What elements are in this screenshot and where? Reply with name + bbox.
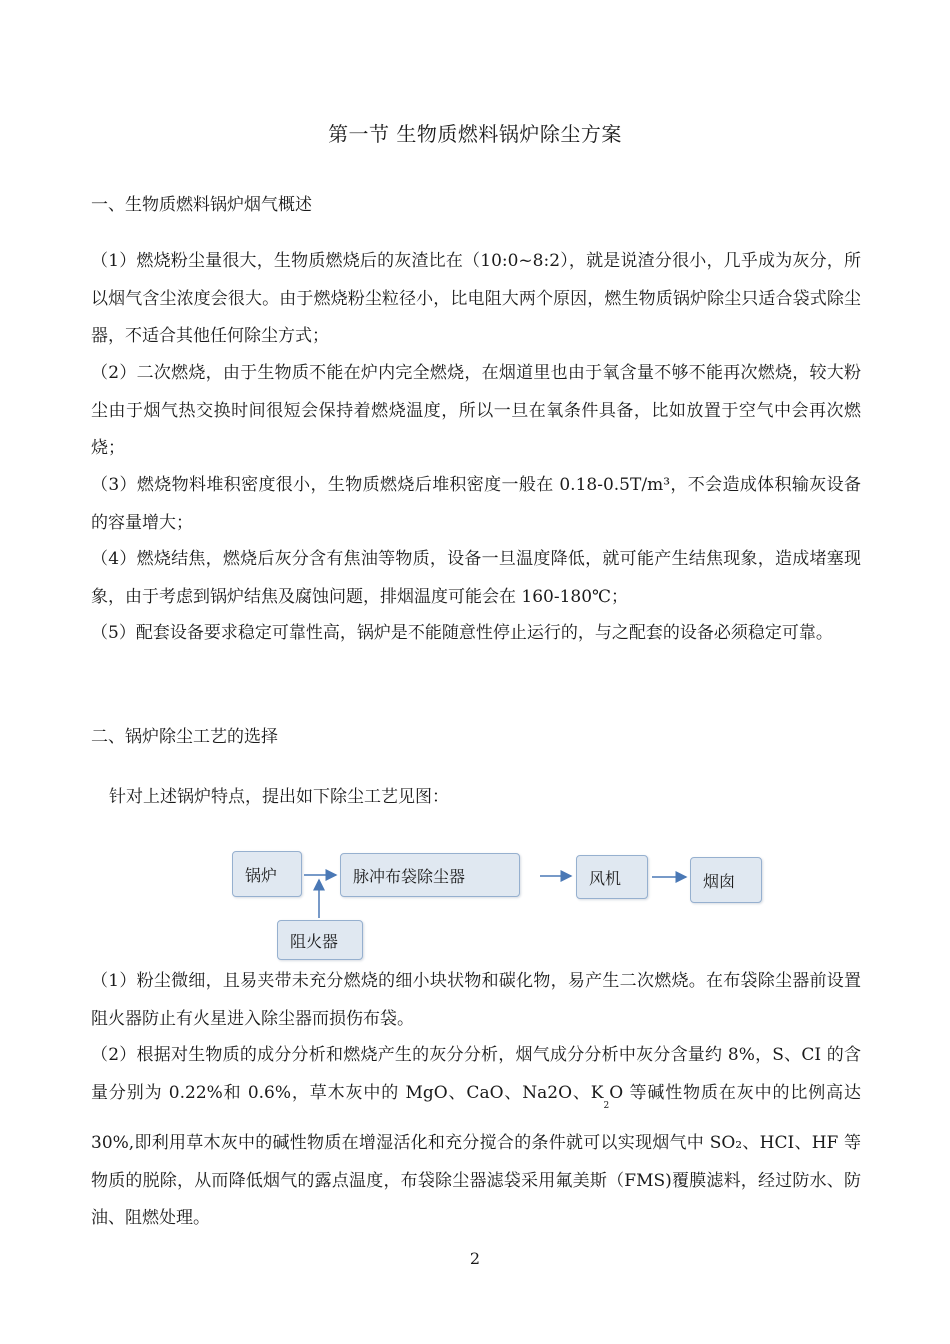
subscript-2: 2 xyxy=(603,1100,610,1111)
page-title: 第一节 生物质燃料锅炉除尘方案 xyxy=(328,122,622,146)
paragraph-process-2b: O 等碱性物质在灰中的比例高达 30%,即利用草木灰中的碱性物质在增湿活化和充分搅合的条件就可以实现烟气中 SO₂、HCI、HF 等物质的脱除，从而降低烟气的露点温度，布袋除尘器滤袋采用氟美斯（FMS)覆膜滤料，经过防水、防油、阻燃处理。 xyxy=(91,1082,861,1228)
paragraph-process-1: （1）粉尘微细，且易夹带未充分燃烧的细小块状物和碳化物，易产生二次燃烧。在布袋除尘器前设置阻火器防止有火星进入除尘器而损伤布袋。 xyxy=(91,971,861,1029)
diagram-box-bag-filter: 脉冲布袋除尘器 xyxy=(340,853,520,897)
diagram-box-chimney: 烟囱 xyxy=(690,857,762,903)
section-heading-process: 二、锅炉除尘工艺的选择 xyxy=(91,727,278,747)
page-number: 2 xyxy=(469,1249,481,1268)
paragraph-3: （3）燃烧物料堆积密度很小，生物质燃烧后堆积密度一般在 0.18-0.5T/m³，不会造成体积输灰设备的容量增大； xyxy=(91,475,861,533)
paragraph-5: （5）配套设备要求稳定可靠性高，锅炉是不能随意性停止运行的，与之配套的设备必须稳定可靠。 xyxy=(91,623,833,643)
diagram-intro: 针对上述锅炉特点，提出如下除尘工艺见图： xyxy=(109,787,449,807)
section-heading-overview: 一、生物质燃料锅炉烟气概述 xyxy=(91,195,312,215)
diagram-box-boiler: 锅炉 xyxy=(232,851,302,897)
paragraph-2: （2）二次燃烧，由于生物质不能在炉内完全燃烧，在烟道里也由于氧含量不够不能再次燃烧，较大粉尘由于烟气热交换时间很短会保持着燃烧温度，所以一旦在氧条件具备，比如放置于空气中会再次燃烧； xyxy=(91,363,861,458)
paragraph-4: （4）燃烧结焦，燃烧后灰分含有焦油等物质，设备一旦温度降低，就可能产生结焦现象，造成堵塞现象，由于考虑到锅炉结焦及腐蚀问题，排烟温度可能会在 160-180℃； xyxy=(91,549,861,607)
diagram-box-fan: 风机 xyxy=(576,855,648,899)
paragraph-process-2 xyxy=(91,1037,861,1238)
paragraph-process-2a: （2）根据对生物质的成分分析和燃烧产生的灰分分析，烟气成分分析中灰分含量约 8%，S、CI 的含量分别为 0.22%和 0.6%，草木灰中的 MgO、CaO、Na2O、K xyxy=(91,1045,861,1103)
paragraph-1: （1）燃烧粉尘量很大，生物质燃烧后的灰渣比在（10:0~8:2），就是说渣分很小，几乎成为灰分，所以烟气含尘浓度会很大。由于燃烧粉尘粒径小，比电阻大两个原因，燃生物质锅炉除尘只适合袋式除尘器，不适合其他任何除尘方式； xyxy=(91,251,861,346)
diagram-box-flame-arrester: 阻火器 xyxy=(277,920,363,960)
